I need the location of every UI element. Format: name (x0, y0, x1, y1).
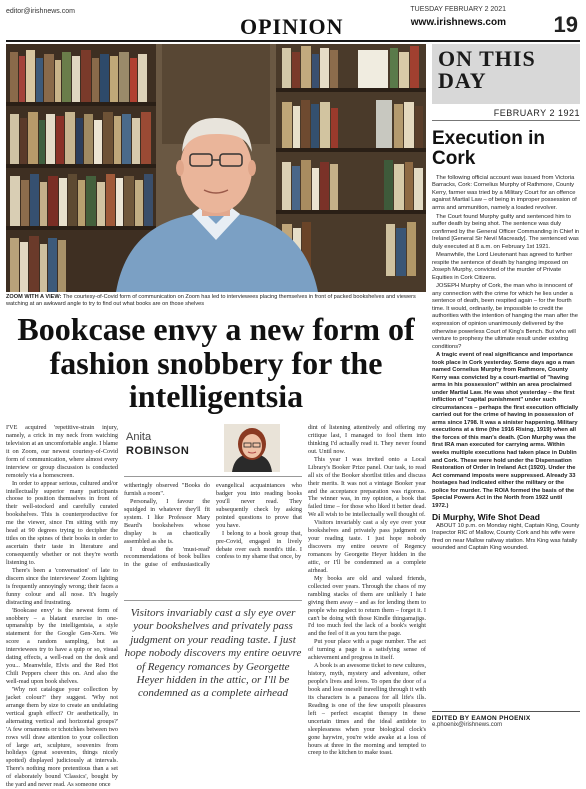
article-headline: Bookcase envy a new form of fashion snobbery for the intelligentsia (17, 311, 415, 415)
on-this-day-banner: ON THIS DAY (432, 44, 580, 104)
paragraph: 'Bookcase envy' is the newest form of snobbery – a blatant exercise in one-upmanship by the intelligentsia, a style statement for the Google Gen-Xers. We score a random sampling, but as interviewees try to have a quip or so, visual dating effects, a well-read on the desk and you... Meanwhile, Elvis and the Red Hot Chili Peppers cheer this on. And also the well-read upon book shelves. (6, 606, 118, 685)
editor-email[interactable]: e.phoenix@irishnews.com (432, 722, 503, 728)
paragraph: ABOUT 10 p.m. on Monday night, Captain King, County Inspector RIC of Mallow, County Cork and his wife were fired on near Mallow railway station. Mrs King was fatally wounded and Captain King wounded. (432, 522, 580, 552)
paragraph: Personally, I favour the squidged in whatever they'll fit system. I like Professor Mary Beard's bookshelves whose display is as chaotically assembled as she is. (124, 497, 210, 545)
pull-quote: Visitors invariably cast a sly eye over your bookshelves and privately pass judgment on your reading taste. I just hope nobody discovers my entire oeuvre of Regency romances by Georgette Heyer hidden in the attic, or I'll be condemned as a complete airhead (124, 600, 302, 701)
sidebar-subhead: Di Murphy, Wife Shot Dead (432, 512, 540, 523)
paragraph: The following official account was issued from Victoria Barracks, Cork: Cornelius Murphy of Rathmore, County Kerry, farmer was tried by a Military Court for an offence against Martial Law – of being in improper possession of arms and ammunition, namely a loaded revolver. (432, 174, 577, 211)
page-header (0, 0, 586, 42)
paragraph: There's been a 'conversation' of late to discern since the interviewee' Zoom lighting is frequently annoyingly wrong; their faces a funny colour and all nose. It's hugely distracting and frustrating. (6, 566, 118, 606)
caption-text: The courtesy-of-Covid form of communication on Zoom has led to interviewees placing themselves in front of packed bookshelves and viewers watching at an awkward angle to try to find out what books are on those shelves (6, 294, 416, 307)
page-number: 19 (553, 12, 578, 37)
sidebar-date: FEBRUARY 2 1921 (432, 108, 580, 121)
caption-lead: ZOOM WITH A VIEW: (6, 294, 62, 300)
header-rule (6, 40, 580, 42)
article-column-3 (308, 424, 426, 757)
column-2-text (124, 482, 302, 569)
paragraph: A book is an awesome ticket to new cultures, history, myth, mystery and adventure, other people's lives and loves. To open the door of a book and lose oneself travelling through it with its characters is a panacea for all life's ills. Reading is one of the few unspoilt pleasures left – perfect escapist therapy in these uncertain times and the ideal antidote to sleeplessness when your biological clock's gone haywire, you're wide awake at a loss of hours at three in the morning and tempted to creep to the kitchen to make toast. (308, 662, 426, 757)
on-this-day-sidebar (432, 44, 580, 734)
editor-name: EDITED BY EAMON PHOENIX (432, 715, 531, 722)
sidebar-text (432, 175, 580, 553)
sidebar-title: Execution in Cork (432, 128, 545, 169)
paragraph: The Court found Murphy guilty and sentenced him to suffer death by being shot. The sentence was duly confirmed by the General Officer Commanding in Chief in Ireland [General Sir Nevil Macready]. The sentenced was duly executed at 8 a.m. on February 1st 1921. (432, 213, 580, 250)
header-site[interactable]: www.irishnews.com (410, 17, 506, 28)
paragraph: I belong to a book group that, pre-Covid, engaged in lively debate over each month's title. I confess to my shame that once, by (216, 529, 302, 561)
article-column-1 (6, 424, 118, 789)
paragraph: dint of listening attentively and offering my critique last, I managed to fool them into thinking I'd actually read it. They never found out. Until now. (308, 424, 426, 455)
paragraph: Put your place with a page number. The act of turning a page is a satisfying sense of achievement and progress in itself. (308, 638, 426, 662)
paragraph: In order to appear serious, cultured and/or intellectually superior many participants choose to position themselves in front of their well-stocked and carefully curated bookshelves. This is counterproductive for me the viewer, since I'm sitting with my head at 90 degrees trying to decipher the titles on the spines of their books in order to ascertain their taste in literature and consequently whether or not they're worth listening to. (6, 479, 118, 566)
author-headshot (224, 424, 280, 472)
paragraph: 'Why not catalogue your collection by jacket colour?' they suggest. 'Why not arrange them by size to create an undulating vertical graph effect? Or aesthetically, in alternating vertical and horizontal groups?' 'A few ornaments or tchotchkes between two rows will draw attention to your collection of large art, sculpture, souvenirs from holidays (great souvenirs, things nicely spotted) displayed judiciously at intervals. There's nothing more pretentious than a set of elaborately bound 'Classics', bought by the yard and never read. As someone once (6, 685, 118, 789)
byline-first-name: Anita (126, 431, 152, 443)
header-date: TUESDAY FEBRUARY 2 2021 (410, 6, 506, 13)
paragraph: A tragic event of real significance and importance took place in Cork yesterday. Some days ago a man named Cornelius Murphy from Rathmore, County Kerry was convicted by a court-martial of "having arms in his possession" within an area proclaimed under Martial Law. He was shot yesterday – the first infliction of "capital punishment" under such circumstances – perhaps the first execution officially carried out for the crime of having in possession of arms since 1798. It was a sinister happening. Military executions at a time (the 1916 Rising, 1919) when all the forces of this man's death. (Con Murphy was the first IRA man executed for carrying arms. Within weeks multiple executions had taken place in Dublin and Cork. These were hold under the Dispensation Restoration of Order in Ireland Act (1920). Under the Act command imposts were suppressed. Already 33 hostages had indicated either the military or the police for murder. The ROIA formed the basis of the Special Powers Act in the North from 1922 until 1972.) (432, 352, 579, 509)
paragraph: Meanwhile, the Lord Lieutenant has agreed to further respite the sentence of death by hanging imposed on Joseph Murphy, convicted of the murder of Private Equities in Cork Citizens. (432, 252, 573, 281)
paragraph: My books are old and valued friends, collected over years. Through the chaos of my rambling stacks of them are unlikely I hate giving them away – and as for lending them to people who neglect to return them – forget it. I can't be doing with those Kindle thingamajigs. I'd too much feel the lack of a book's weight and the feel of it as you turn the page. (308, 574, 426, 638)
paragraph: witheringly observed "Books do furnish a room". (124, 482, 210, 497)
byline-last-name: ROBINSON (126, 445, 190, 457)
article-body (6, 424, 426, 789)
photo-caption (6, 294, 426, 308)
paragraph: This year I was invited onto a Local Library's Booker Prize panel. Our task, to read all six of the Booker shortlist titles and discuss their merits. It was not a vintage Booker year and the acceptance preparation was rigorous. The winner was, in my opinion, a book that failed time – for those who liked it better dead. We all wish to be intellectually well thought of. (308, 455, 426, 519)
paragraph: I'VE acquired 'repetitive-strain injury, namely, a crick in my neck from watching television at an uncomfortable angle. I blame it on Zoom, our newest courtesy-of-Covid form of communication, where almost every interview or group discussion is conducted remotely via a homescreen. (6, 424, 118, 479)
byline-rule (124, 476, 302, 477)
section-title: OPINION (240, 14, 344, 39)
header-email[interactable]: editor@irishnews.com (6, 8, 75, 15)
paragraph: I dread the 'must-read' recommendations of book bullies in the guise of enthusiastically evangelical acquaintances who badger you into reading books you'll never read. They subsequently check by asking pointed questions to prove that you have. (124, 482, 302, 569)
article-column-2 (124, 424, 302, 734)
paragraph: Visitors invariably cast a sly eye over your bookshelves and privately pass judgment on your reading taste. I just hope nobody discovers my entire oeuvre of Regency romances by Georgette Heyer hidden in the attic, or I'll be condemned as a complete airhead. (308, 519, 426, 574)
main-photo (6, 44, 426, 292)
bookshelf-photo-illustration (6, 44, 426, 292)
editor-credit (432, 711, 580, 728)
paragraph: JOSEPH Murphy of Cork, the man who is innocent of any connection with the crime for which he lies under a sentence of death, been respited again – for the fourth time. It would, ordinarily, be impossible to credit the authorities with the intention of hanging the man after the expression of opinion unanimously delivered by the otherwise powerless Court of King's Bench. But who will venture to prophesy the ultimate result under existing conditions? (432, 283, 578, 350)
